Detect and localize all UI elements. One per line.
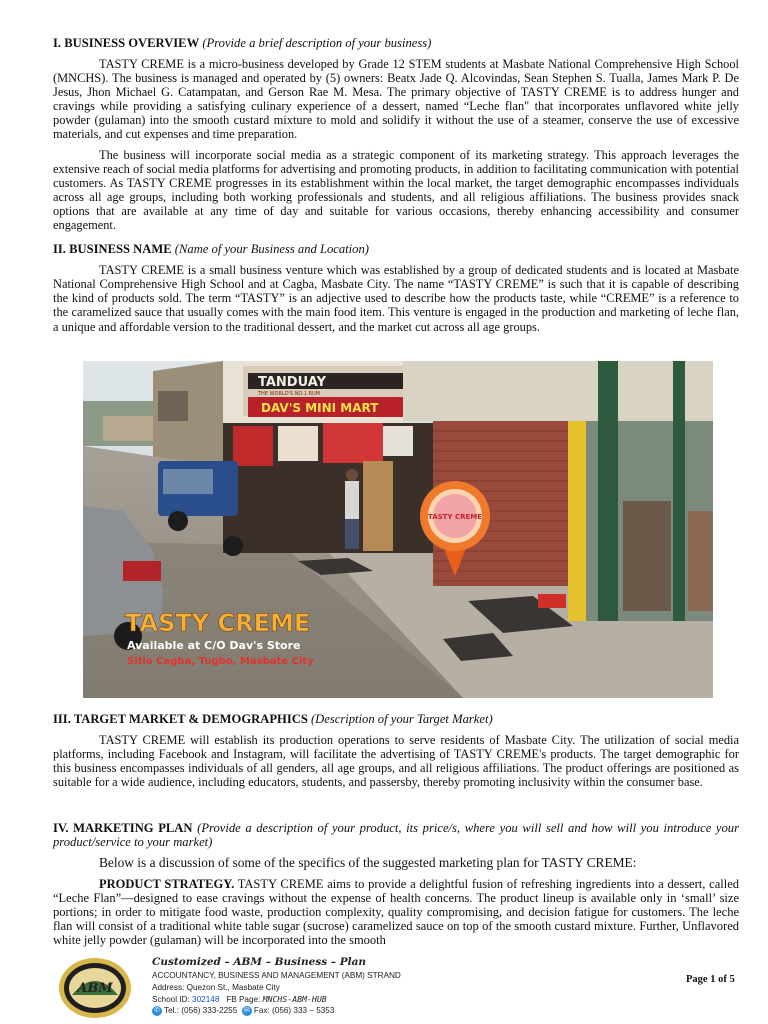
footer-fax: Fax: (056) 333 – 5353	[253, 1006, 335, 1016]
target-paragraph-1: TASTY CREME will establish its production operations to serve residents of Masbate City. The utilization of social media platforms, including Facebook and Instagram, will facilitate the advertising of TASTY CREME's products. The target demographic for this business encompasses individuals of all genders, all age groups, and all religious affiliations. The product offerings are positioned as suitable for a wide audience, including educators, students, and passersby, thereby promoting inclusivity within the consumer base.	[53, 733, 739, 790]
sections-1-2	[53, 36, 739, 340]
overview-paragraph-1: TASTY CREME is a micro-business developed by Grade 12 STEM students at Masbate National Comprehensive High School (MNCHS). The business is managed and operated by (5) owners: Beatx Jade Q. Alcovindas, Sean Stephen S. Tualla, James Mark P. De Jesus, Jhon Michael G. Catampatan, and Gerson Rae M. Mesa. The primary objective of TASTY CREME is to address hunger and cravings while providing a satisfying culinary experience of a dessert, named “Leche flan" that incorporates unflavored white jelly powder (gulaman) into the smooth custard mixture to mold and solidify it without the use of a steamer, conserve the use of excessive materials, and cut expenses and time preparation.	[53, 57, 739, 142]
store-photo-illustration	[83, 361, 713, 698]
phone-icon: ✆	[152, 1006, 162, 1016]
section-heading-name	[53, 242, 739, 257]
marketing-intro: Below is a discussion of some of the specifics of the suggested marketing plan for TASTY CREME:	[99, 855, 637, 870]
footer-contacts	[152, 1006, 334, 1016]
heading-hint: (Provide a description of your product, its price/s, where you will sell and how will you introduce your product/service to your market)	[53, 821, 739, 849]
heading-title: III. TARGET MARKET & DEMOGRAPHICS	[53, 712, 308, 726]
product-strategy-label: PRODUCT STRATEGY.	[99, 877, 235, 891]
section-heading-overview	[53, 36, 739, 51]
footer-tel: Tel.: (056) 333-2255	[164, 1006, 238, 1016]
heading-title: IV. MARKETING PLAN	[53, 821, 193, 835]
heading-title: II. BUSINESS NAME	[53, 242, 172, 257]
abm-logo	[58, 957, 132, 1019]
fax-icon: ✉	[242, 1006, 252, 1016]
footer-ids	[152, 994, 327, 1004]
heading-title: I. BUSINESS OVERVIEW	[53, 36, 200, 50]
footer-address: Address: Quezon St., Masbate City	[152, 983, 280, 992]
page-number: Page 1 of 5	[686, 974, 735, 985]
heading-hint: (Provide a brief description of your business)	[202, 36, 432, 50]
heading-hint: (Name of your Business and Location)	[174, 242, 369, 257]
pin-label-text: TASTY CREME	[427, 513, 483, 521]
name-paragraph-1: TASTY CREME is a small business venture which was established by a group of dedicated students and is located at Masbate National Comprehensive High School and at Cagba, Masbate City. The name “TASTY CREME” is such that it is capable of describing the kind of products sold. The term “TASTY” is an adjective used to describe how the products taste, while “CREME” is a reference to the caramelized sauce that usually comes with the main food item. This venture is engaged in the production and marketing of leche flan, a unique and affordable version to the traditional dessert, and the market cut across all age groups.	[53, 263, 739, 334]
footer-title: Customized – ABM – Business – Plan	[152, 956, 367, 968]
tanduay-tagline-text: THE WORLD'S NO.1 RUM	[258, 391, 320, 397]
school-id-label: School ID:	[152, 995, 193, 1004]
page-footer	[0, 952, 768, 1024]
footer-strand: ACCOUNTANCY, BUSINESS AND MANAGEMENT (ABM) STRAND	[152, 971, 401, 980]
section-3	[53, 712, 739, 795]
tanduay-sign-text: TANDUAY	[258, 375, 326, 390]
overview-paragraph-2: The business will incorporate social media as a strategic component of its marketing strategy. This approach leverages the extensive reach of social media platforms for advertising and promoting products, in addition to facilitating communication with potential customers. As TASTY CREME progresses in its establishment within the local market, the target demographic encompasses individuals across all age groups, including both working professionals and students, and all religious affiliations. The business provides snack options that are available at any time of day and suitable for various occasions, thereby enhancing accessibility and consumer engagement.	[53, 147, 739, 233]
logo-text: ABM	[77, 981, 113, 996]
fb-label: FB Page:	[226, 995, 263, 1004]
heading-hint: (Description of your Target Market)	[310, 712, 493, 726]
fb-page: MNCHS-ABM-HUB	[262, 994, 327, 1004]
product-strategy-paragraph	[53, 877, 739, 947]
section-4	[53, 821, 739, 953]
store-location-photo	[83, 361, 713, 698]
product-strategy-text: TASTY CREME aims to provide a delightful fusion of refreshing ingredients into a dessert, called “Leche Flan”—designed to ease cravings without the expense of health concerns. The product lineup is available only in ‘small’ size portions; in order to mitigate food waste, production complexity, quality compromising, and decision fatigue for customers. The leche flan will consist of a traditional white table sugar (sucrose) caramelized sauce on top of the smooth custard mixture. Further, Unflavored white jelly powder (gulaman) will be incorporated into the smooth	[53, 877, 739, 948]
section-heading-marketing	[53, 821, 739, 849]
school-id: 302148	[192, 995, 220, 1004]
store-sign-text: DAV'S MINI MART	[261, 401, 379, 415]
overlay-address-text: Sitio Cagba, Tugbo, Masbate City	[127, 656, 314, 667]
overlay-subtitle-text: Available at C/O Dav's Store	[127, 639, 301, 652]
section-heading-target	[53, 712, 739, 727]
overlay-title-text: TASTY CREME	[125, 609, 311, 637]
